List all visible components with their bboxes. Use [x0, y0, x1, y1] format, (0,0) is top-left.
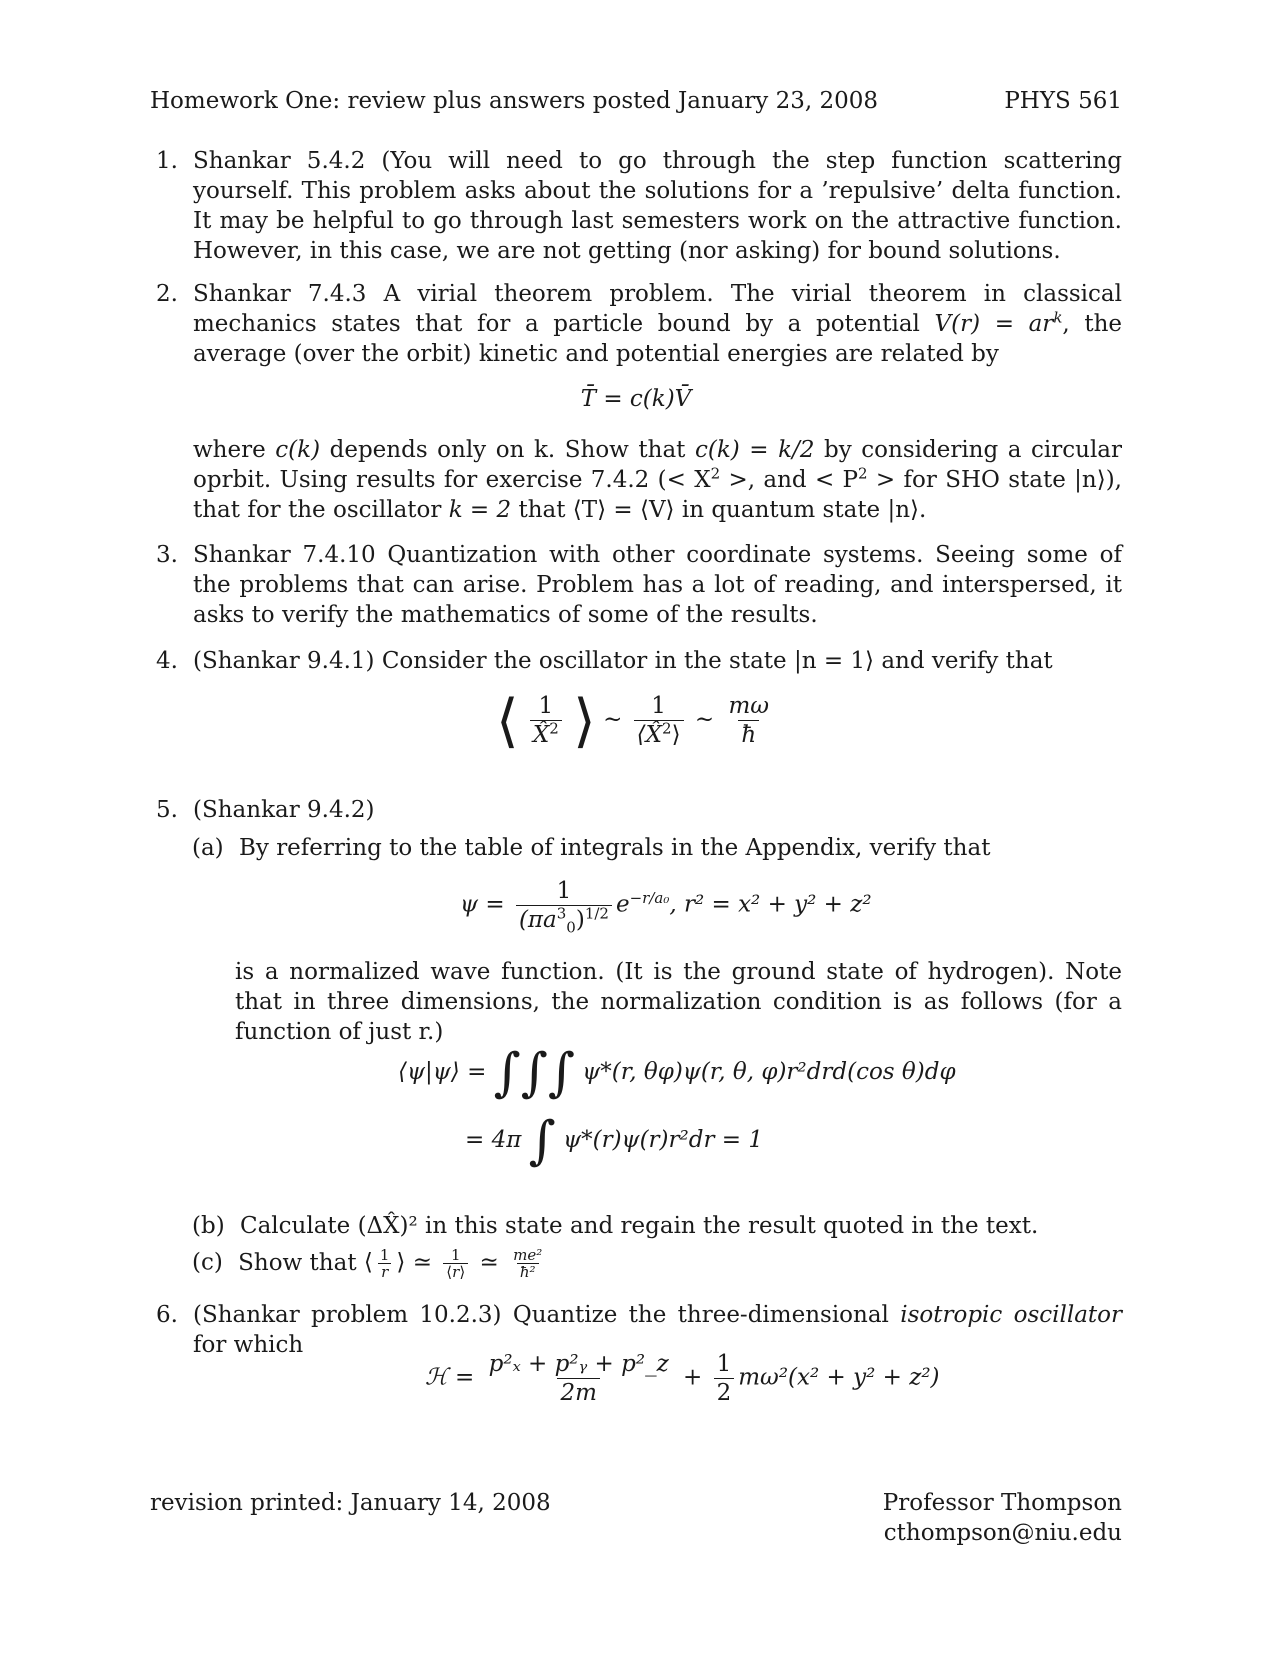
problem-text: Shankar 5.4.2 (You will need to go through the step function scattering yourself. This problem asks about the solutions for a ’repulsive’ delta function. It may be helpful to go through last semesters work on the attractive function. However, in this case, we are not getting (nor asking) for bound solutions. [193, 148, 1122, 264]
header-title: Homework One: review plus answers posted January 23, 2008 [150, 88, 879, 114]
problem-text: Shankar 7.4.3 A virial theorem problem. The virial theorem in classical mechanics states that for a particle bound by a potential $V(r) = ar^k$, the average (over the orbit) kinetic and potential energies are related by [193, 281, 1123, 367]
problem-number: 6. [156, 1302, 178, 1328]
part-a: (a) By referring to the table of integrals in the Appendix, verify that [192, 835, 991, 861]
document-page [150, 0, 1122, 1656]
problem-text: (Shankar 9.4.2) [193, 797, 375, 823]
professor-name: Professor Thompson [882, 1490, 1122, 1516]
problem-number: 1. [156, 148, 178, 174]
oscillator-equation: ⟨ $\frac{1}{X̂^2}$ ⟩ ∼ $\frac{1}{⟨X̂^2⟩}$ ∼ $\frac{m\omega}{ħ}$ [495, 686, 770, 755]
part-a-text-continued: is a normalized wave function. (It is the ground state of hydrogen). Note that in three dimensions, the normalization condition is as follows (for a function of just r.) [235, 959, 1122, 1045]
wavefunction-equation: ψ = $\frac{1}{(\pi a^3_0)^{1/2}}$ $e^{-r/a_0}$, r² = x² + y² + z² [460, 878, 872, 937]
part-c: (c) Show that ⟨ $\frac{1}{r}$ ⟩ ≃ $\frac{1}{⟨r⟩}$ ≃ $\frac{\text{me²}}{\text{ħ²}}$ [192, 1246, 543, 1281]
virial-equation: T̄ = c(k)V̄ [580, 386, 692, 412]
normalization-equation-2: = 4π ∫ ψ*(r)ψ(r)r²dr = 1 [465, 1111, 763, 1171]
problem-number: 5. [156, 797, 178, 823]
problem-text: Shankar 7.4.10 Quantization with other coordinate systems. Seeing some of the problems that can arise. Problem has a lot of reading, and interspersed, it asks to verify the mathematics of some of the results. [193, 542, 1122, 628]
problem-number: 3. [156, 542, 178, 568]
problem-number: 4. [156, 648, 178, 674]
problem-number: 2. [156, 281, 178, 307]
hamiltonian-equation: ℋ = $\frac{\text{p²ₓ + p²ᵧ + p²\_z}}{2m}$ + $\frac{1}{2}$ mω²(x² + y² + z²) [425, 1351, 940, 1406]
page-header [150, 86, 1122, 116]
course-code: PHYS 561 [1004, 88, 1122, 114]
author-block [883, 1488, 1122, 1548]
problem-text-continued: where c(k) depends only on k. Show that c(k) = k/2 by considering a circular oprbit. Using results for exercise 7.4.2 (< $X^2$ >, and < $P^2$ > for SHO state |n⟩), that for the oscillator k = 2 that ⟨T⟩ = ⟨V⟩ in quantum state |n⟩. [193, 437, 1123, 523]
part-b: (b) Calculate (ΔX̂)² in this state and regain the result quoted in the text. [192, 1213, 1039, 1239]
professor-email: cthompson@niu.edu [883, 1520, 1122, 1546]
problem-text: (Shankar 9.4.1) Consider the oscillator in the state |n = 1⟩ and verify that [193, 648, 1053, 674]
revision-date: revision printed: January 14, 2008 [150, 1490, 551, 1516]
normalization-equation-1: ⟨ψ|ψ⟩ = ∫∫∫ ψ*(r, θφ)ψ(r, θ, φ)r²drd(cos θ)dφ [398, 1043, 956, 1103]
problem-text: (Shankar problem 10.2.3) Quantize the three-dimensional isotropic oscillator for which [193, 1302, 1122, 1358]
